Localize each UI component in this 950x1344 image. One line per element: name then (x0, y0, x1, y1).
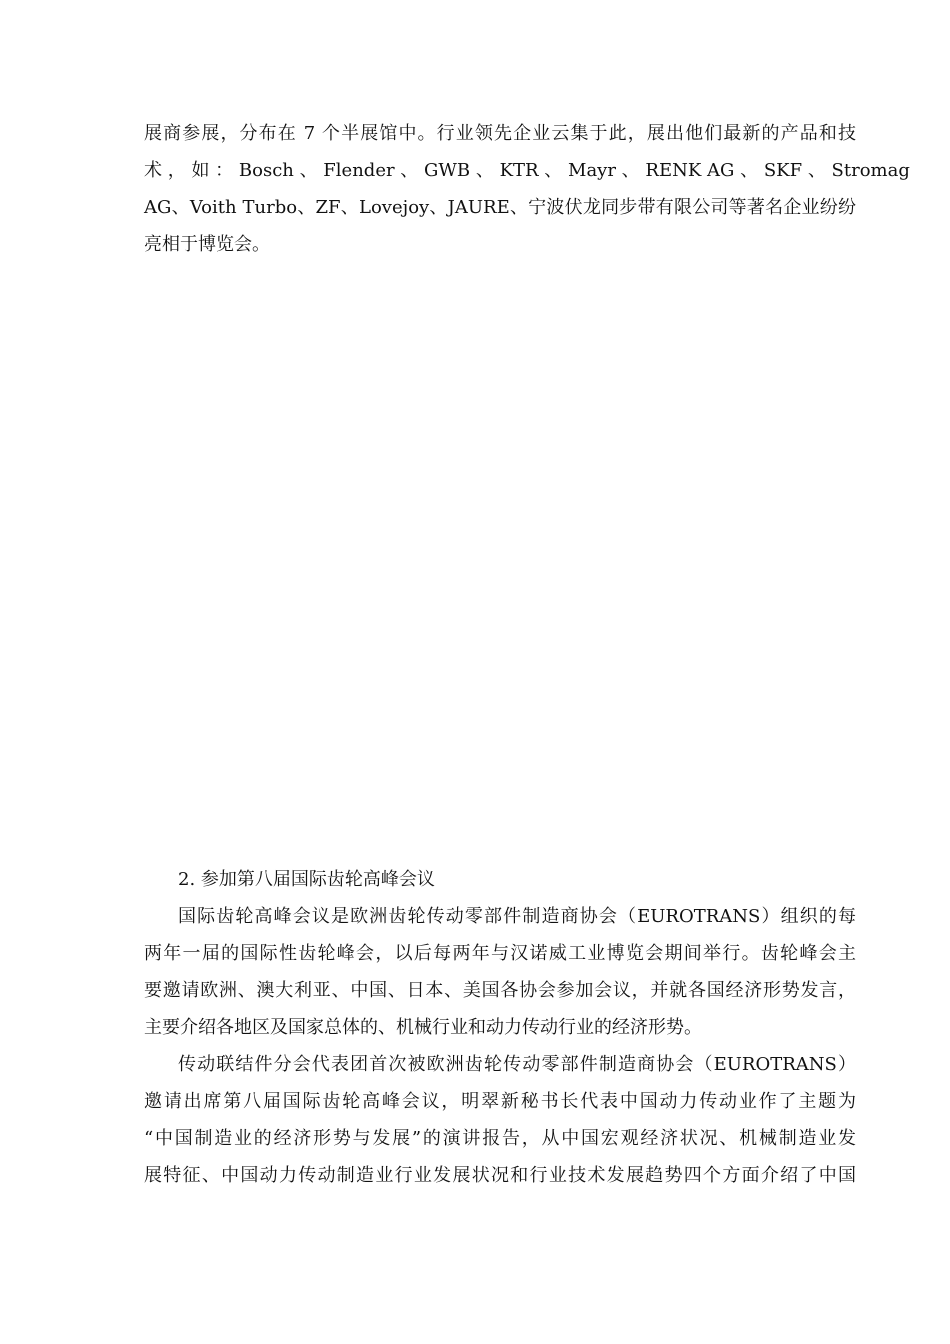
section-heading: 2. 参加第八届国际齿轮高峰会议 (178, 869, 435, 890)
text-line: 传动联结件分会代表团首次被欧洲齿轮传动零部件制造商协会（EUROTRANS） (178, 1054, 856, 1075)
text-line: 两年一届的国际性齿轮峰会，以后每两年与汉诺威工业博览会期间举行。齿轮峰会主 (144, 943, 856, 964)
text-line: 展特征、中国动力传动制造业行业发展状况和行业技术发展趋势四个方面介绍了中国 (144, 1165, 856, 1186)
text-line: AG、Voith Turbo、ZF、Lovejoy、JAURE、宁波伏龙同步带有限公司等著名企业纷纷 (144, 197, 856, 218)
text-line: 术 ， 如 ： Bosch 、 Flender 、 GWB 、 KTR 、 Mayr 、 RENK AG 、 SKF 、 Stromag (144, 160, 910, 181)
text-line: “中国制造业的经济形势与发展”的演讲报告，从中国宏观经济状况、机械制造业发 (144, 1128, 856, 1149)
text-line: 国际齿轮高峰会议是欧洲齿轮传动零部件制造商协会（EUROTRANS）组织的每 (178, 906, 856, 927)
text-line: 亮相于博览会。 (144, 234, 270, 255)
text-line: 展商参展，分布在 7 个半展馆中。行业领先企业云集于此，展出他们最新的产品和技 (144, 123, 856, 144)
text-line: 要邀请欧洲、澳大利亚、中国、日本、美国各协会参加会议，并就各国经济形势发言， (144, 980, 856, 1001)
text-line: 主要介绍各地区及国家总体的、机械行业和动力传动行业的经济形势。 (144, 1017, 702, 1038)
text-line: 邀请出席第八届国际齿轮高峰会议，明翠新秘书长代表中国动力传动业作了主题为 (144, 1091, 856, 1112)
